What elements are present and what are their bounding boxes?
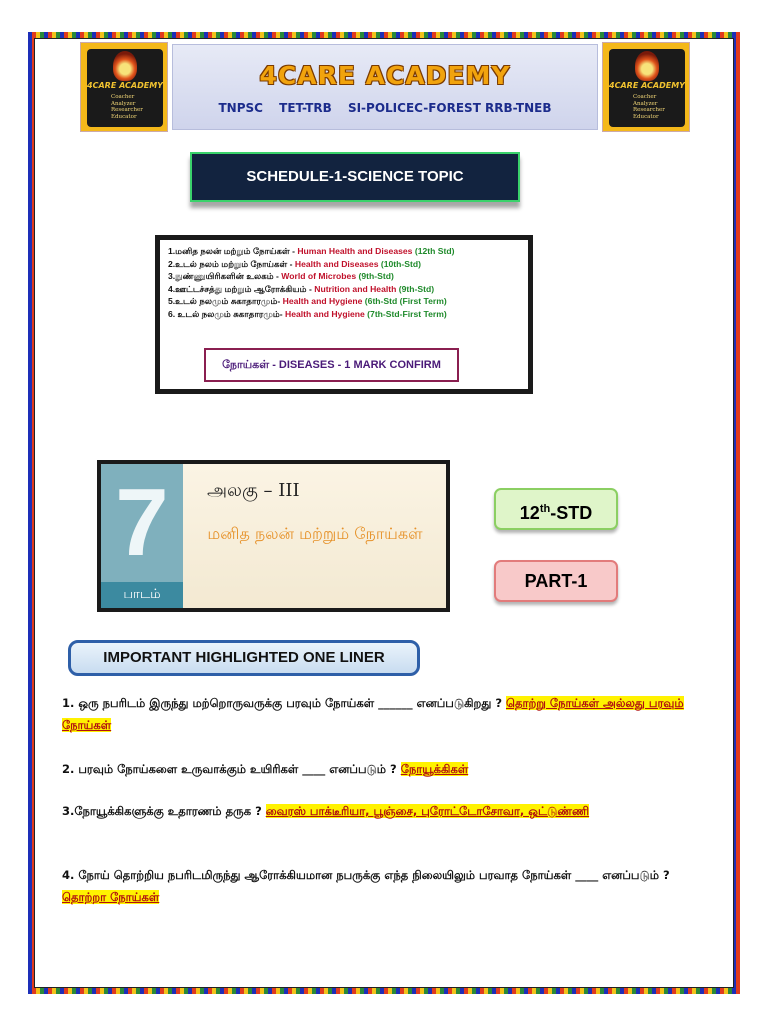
logo-text: 4CARE ACADEMY: [87, 81, 163, 90]
schedule-title: SCHEDULE-1-SCIENCE TOPIC: [190, 152, 520, 202]
question-item: 2. பரவும் நோய்களை உருவாக்கும் உயிரிகள் ____ எனப்படும் ? நோயூக்கிகள்: [62, 762, 469, 776]
std-badge: 12th-STD: [494, 488, 618, 530]
exam-tet-trb: TET-TRB: [279, 101, 332, 115]
logo-tagline: Coacher Analyzer Researcher Educator: [633, 94, 665, 120]
topic-list: [155, 235, 533, 394]
topic-item: 4.ஊட்டச்சத்து மற்றும் ஆரோக்கியம் - Nutrition and Health (9th-Std): [168, 283, 435, 294]
answer-highlight: தொற்று நோய்கள் அல்லது பரவும் நோய்கள்: [62, 696, 684, 732]
one-liner-heading: IMPORTANT HIGHLIGHTED ONE LINER: [68, 640, 420, 676]
topic-item: 3.நுண்ணுயிரிகளின் உலகம் - World of Microbes (9th-Std): [168, 271, 394, 282]
flame-icon: [113, 51, 137, 81]
topic-item: 6. உடல் நலமும் சுகாதாரமும்- Health and Hygiene (7th-Std-First Term): [168, 308, 447, 319]
academy-logo-right: [602, 42, 690, 132]
exam-tnpsc: TNPSC: [218, 101, 263, 115]
lesson-label: பாடம்: [101, 582, 183, 608]
header-banner: [172, 44, 598, 130]
header: [80, 42, 690, 132]
logo-tagline: Coacher Analyzer Researcher Educator: [111, 94, 143, 120]
question-item: 1. ஒரு நபரிடம் இருந்து மற்றொருவருக்கு பரவும் நோய்கள் ______ எனப்படுகிறது ? தொற்று நோய்கள் அல்லது பரவும் நோய்கள்: [62, 696, 684, 732]
topic-item: 5.உடல் நலமும் சுகாதாரமும்- Health and Hygiene (6th-Std (First Term): [168, 296, 447, 307]
answer-highlight: வைரஸ் பாக்டீரியா, பூஞ்சை, புரோட்டோசோவா, ஒட்டுண்ணி: [265, 804, 590, 818]
exam-list: [173, 101, 597, 115]
lesson-number: 7: [115, 469, 169, 576]
academy-title: 4CARE ACADEMY: [259, 61, 511, 90]
lesson-card: [97, 460, 450, 612]
lesson-title: மனித நலன் மற்றும் நோய்கள்: [207, 524, 423, 543]
part-badge: PART-1: [494, 560, 618, 602]
answer-highlight: தொற்றா நோய்கள்: [62, 890, 160, 904]
diseases-label: நோய்கள் - DISEASES - 1 MARK CONFIRM: [204, 348, 459, 382]
lesson-number-panel: [101, 464, 183, 608]
question-item: 4. நோய் தொற்றிய நபரிடமிருந்து ஆரோக்கியமான நபருக்கு எந்த நிலையிலும் பரவாத நோய்கள் ____ எனப்படும் ? தொற்றா நோய்கள்: [62, 868, 670, 904]
question-item: 3.நோயூக்கிகளுக்கு உதாரணம் தருக ? வைரஸ் பாக்டீரியா, பூஞ்சை, புரோட்டோசோவா, ஒட்டுண்ணி: [62, 804, 590, 818]
topic-item: 2.உடல் நலம் மற்றும் நோய்கள் - Health and Diseases (10th-Std): [168, 258, 421, 269]
academy-logo-left: [80, 42, 168, 132]
exam-si-police: SI-POLICEC-FOREST RRB-TNEB: [347, 101, 552, 115]
flame-icon: [635, 51, 659, 81]
answer-highlight: நோயூக்கிகள்: [400, 762, 469, 776]
topic-item: 1.மனித நலன் மற்றும் நோய்கள் - Human Health and Diseases (12th Std): [168, 246, 455, 256]
logo-text: 4CARE ACADEMY: [609, 81, 685, 90]
unit-label: அலகு – III: [207, 480, 300, 501]
